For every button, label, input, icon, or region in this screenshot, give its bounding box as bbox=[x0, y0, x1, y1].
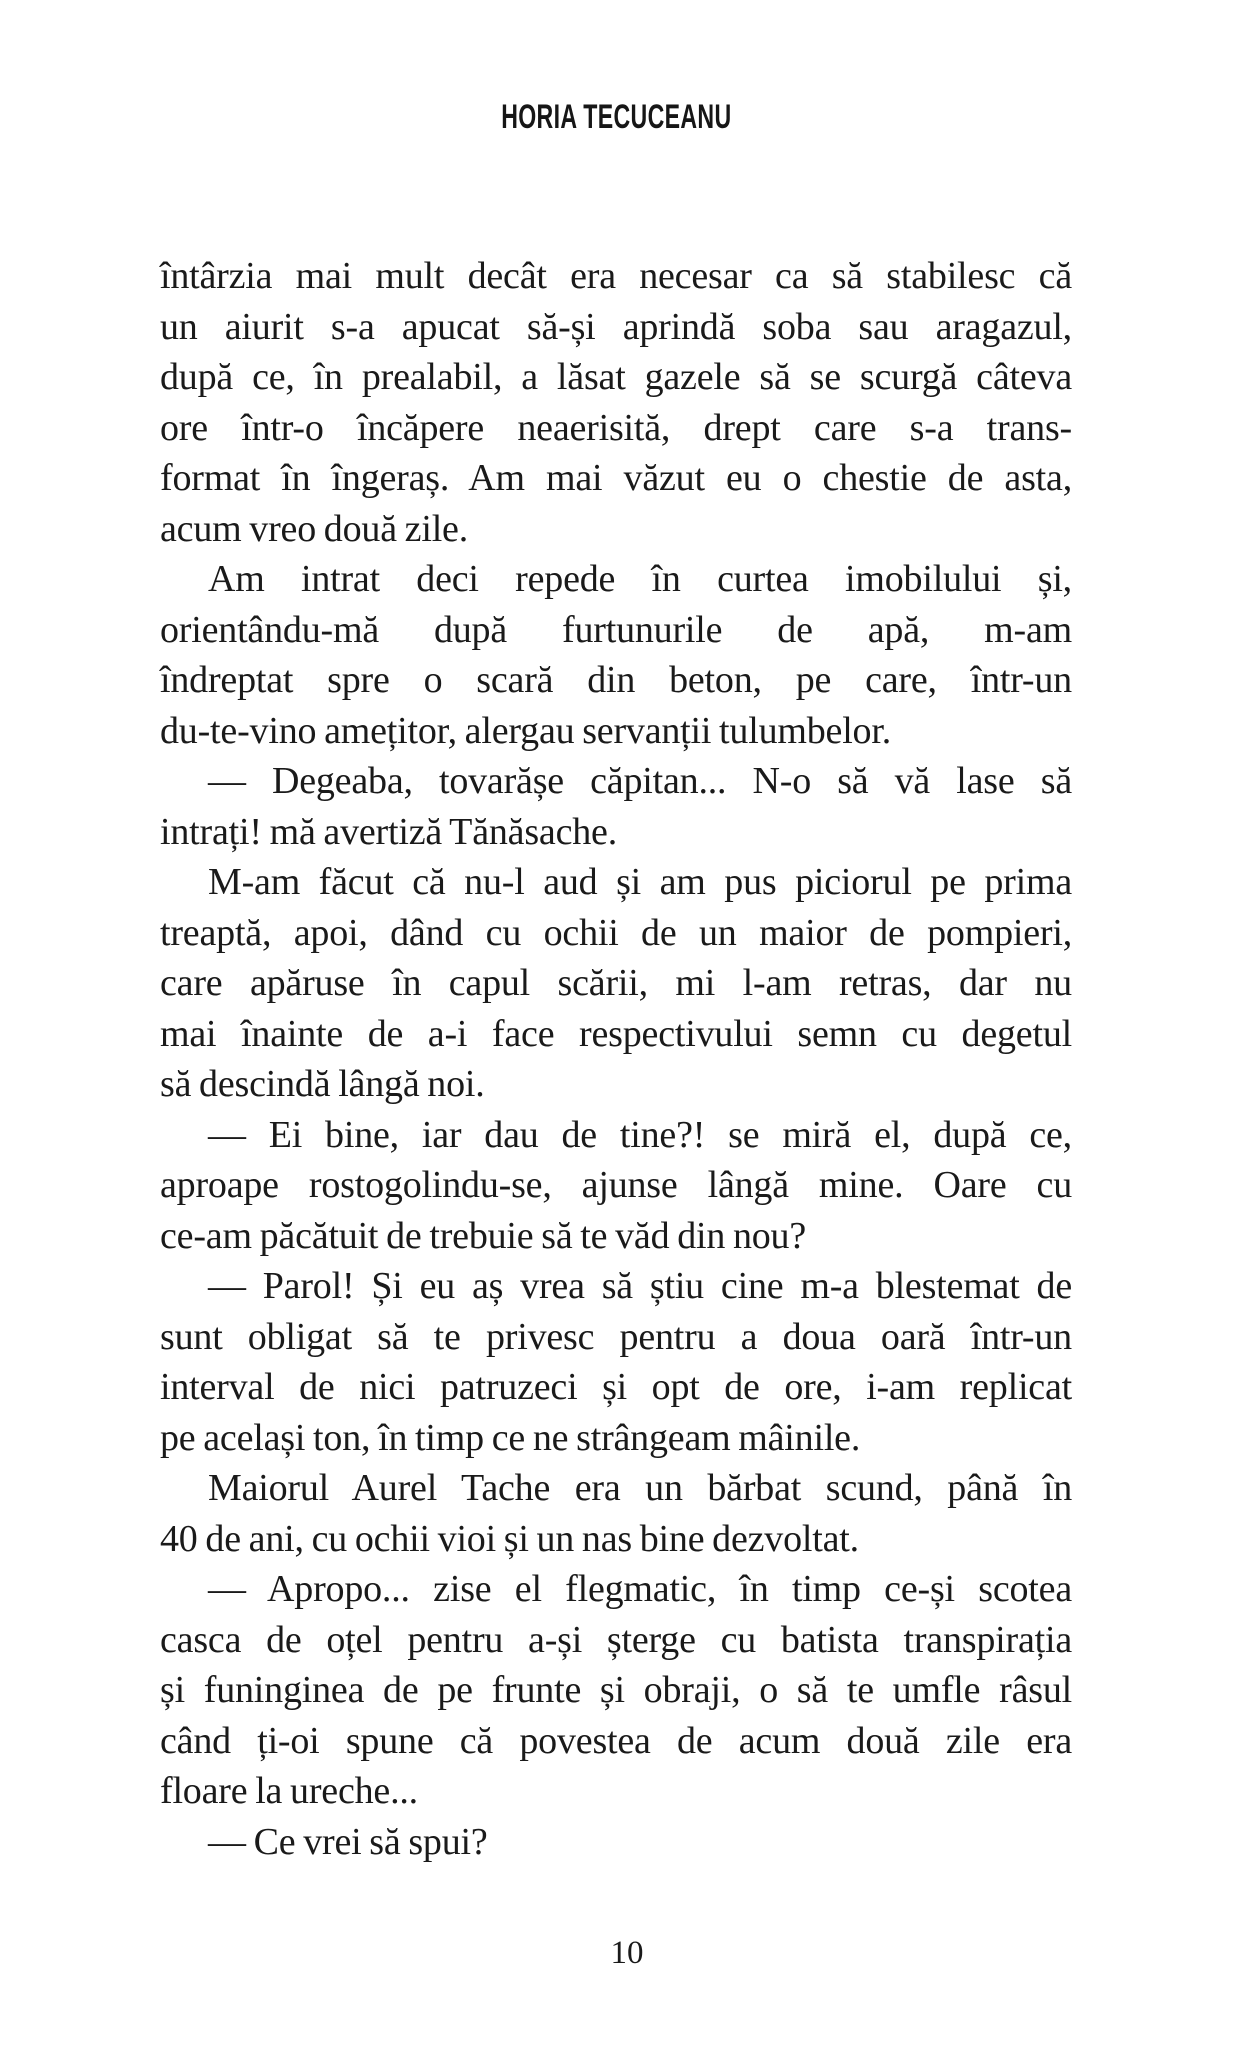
text-line: un aiurit s-a apucat să-și aprindă soba sau aragazul, bbox=[160, 305, 1072, 348]
text-line: du-te-vino amețitor, alergau servanții tulumbelor. bbox=[160, 709, 892, 752]
text-line: interval de nici patruzeci și opt de ore, i-am replicat bbox=[160, 1366, 1072, 1408]
text-line: pe același ton, în timp ce ne strângeam mâinile. bbox=[160, 1416, 861, 1459]
text-line: floare la ureche... bbox=[160, 1770, 418, 1812]
paragraph bbox=[160, 1564, 1072, 1817]
paragraph bbox=[160, 554, 1072, 756]
paragraph bbox=[160, 1110, 1072, 1262]
text-line: — Parol! Și eu aș vrea să știu cine m-a blestemat de bbox=[208, 1265, 1072, 1307]
text-line: orientându-mă după furtunurile de apă, m-am bbox=[160, 608, 1072, 651]
author-name: HORIA TECUCEANU bbox=[500, 98, 732, 136]
text-line: mai înainte de a-i face respectivului semn cu degetul bbox=[160, 1012, 1072, 1055]
text-line: după ce, în prealabil, a lăsat gazele să se scurgă câteva bbox=[160, 356, 1072, 398]
text-line: Maiorul Aurel Tache era un bărbat scund, până în bbox=[208, 1467, 1072, 1509]
paragraph bbox=[160, 1817, 1072, 1868]
text-line: când ți-oi spune că povestea de acum două zile era bbox=[160, 1719, 1072, 1762]
body-text bbox=[160, 251, 1072, 1867]
paragraph bbox=[160, 857, 1072, 1110]
text-line: M-am făcut că nu-l aud și am pus piciorul pe prima bbox=[208, 861, 1072, 903]
text-line: — Degeaba, tovarășe căpitan... N-o să vă lase să bbox=[208, 760, 1072, 802]
paragraph bbox=[160, 1261, 1072, 1463]
text-line: format în îngeraș. Am mai văzut eu o chestie de asta, bbox=[160, 457, 1072, 499]
text-line: 40 de ani, cu ochii vioi și un nas bine dezvoltat. bbox=[160, 1517, 859, 1560]
paragraph bbox=[160, 1463, 1072, 1564]
text-line: ore într-o încăpere neaerisită, drept care s-a trans- bbox=[160, 406, 1072, 449]
text-line: sunt obligat să te privesc pentru a doua oară într-un bbox=[160, 1315, 1072, 1358]
paragraph bbox=[160, 251, 1072, 554]
text-line: Am intrat deci repede în curtea imobilului și, bbox=[208, 558, 1072, 600]
text-line: treaptă, apoi, dând cu ochii de un maior de pompieri, bbox=[160, 911, 1072, 954]
text-line: acum vreo două zile. bbox=[160, 507, 469, 550]
text-line: ce-am păcătuit de trebuie să te văd din nou? bbox=[160, 1214, 807, 1257]
text-line: aproape rostogolindu-se, ajunse lângă mine. Oare cu bbox=[160, 1164, 1072, 1206]
text-line: — Ei bine, iar dau de tine?! se miră el, după ce, bbox=[208, 1113, 1072, 1156]
text-line: — Apropo... zise el flegmatic, în timp ce-și scotea bbox=[208, 1568, 1072, 1610]
text-line: îndreptat spre o scară din beton, pe care, într-un bbox=[160, 659, 1072, 701]
paragraph bbox=[160, 756, 1072, 857]
text-line: intrați! mă avertiză Tănăsache. bbox=[160, 810, 618, 853]
text-line: — Ce vrei să spui? bbox=[208, 1820, 488, 1863]
text-line: și funinginea de pe frunte și obraji, o să te umfle râsul bbox=[160, 1669, 1072, 1711]
text-line: să descindă lângă noi. bbox=[160, 1063, 485, 1105]
text-line: casca de oțel pentru a-și șterge cu batista transpirația bbox=[160, 1618, 1072, 1661]
text-line: care apăruse în capul scării, mi l-am retras, dar nu bbox=[160, 962, 1072, 1004]
page-number: 10 bbox=[610, 1935, 644, 1971]
text-line: întârzia mai mult decât era necesar ca să stabilesc că bbox=[160, 255, 1072, 297]
running-header bbox=[160, 98, 1072, 136]
